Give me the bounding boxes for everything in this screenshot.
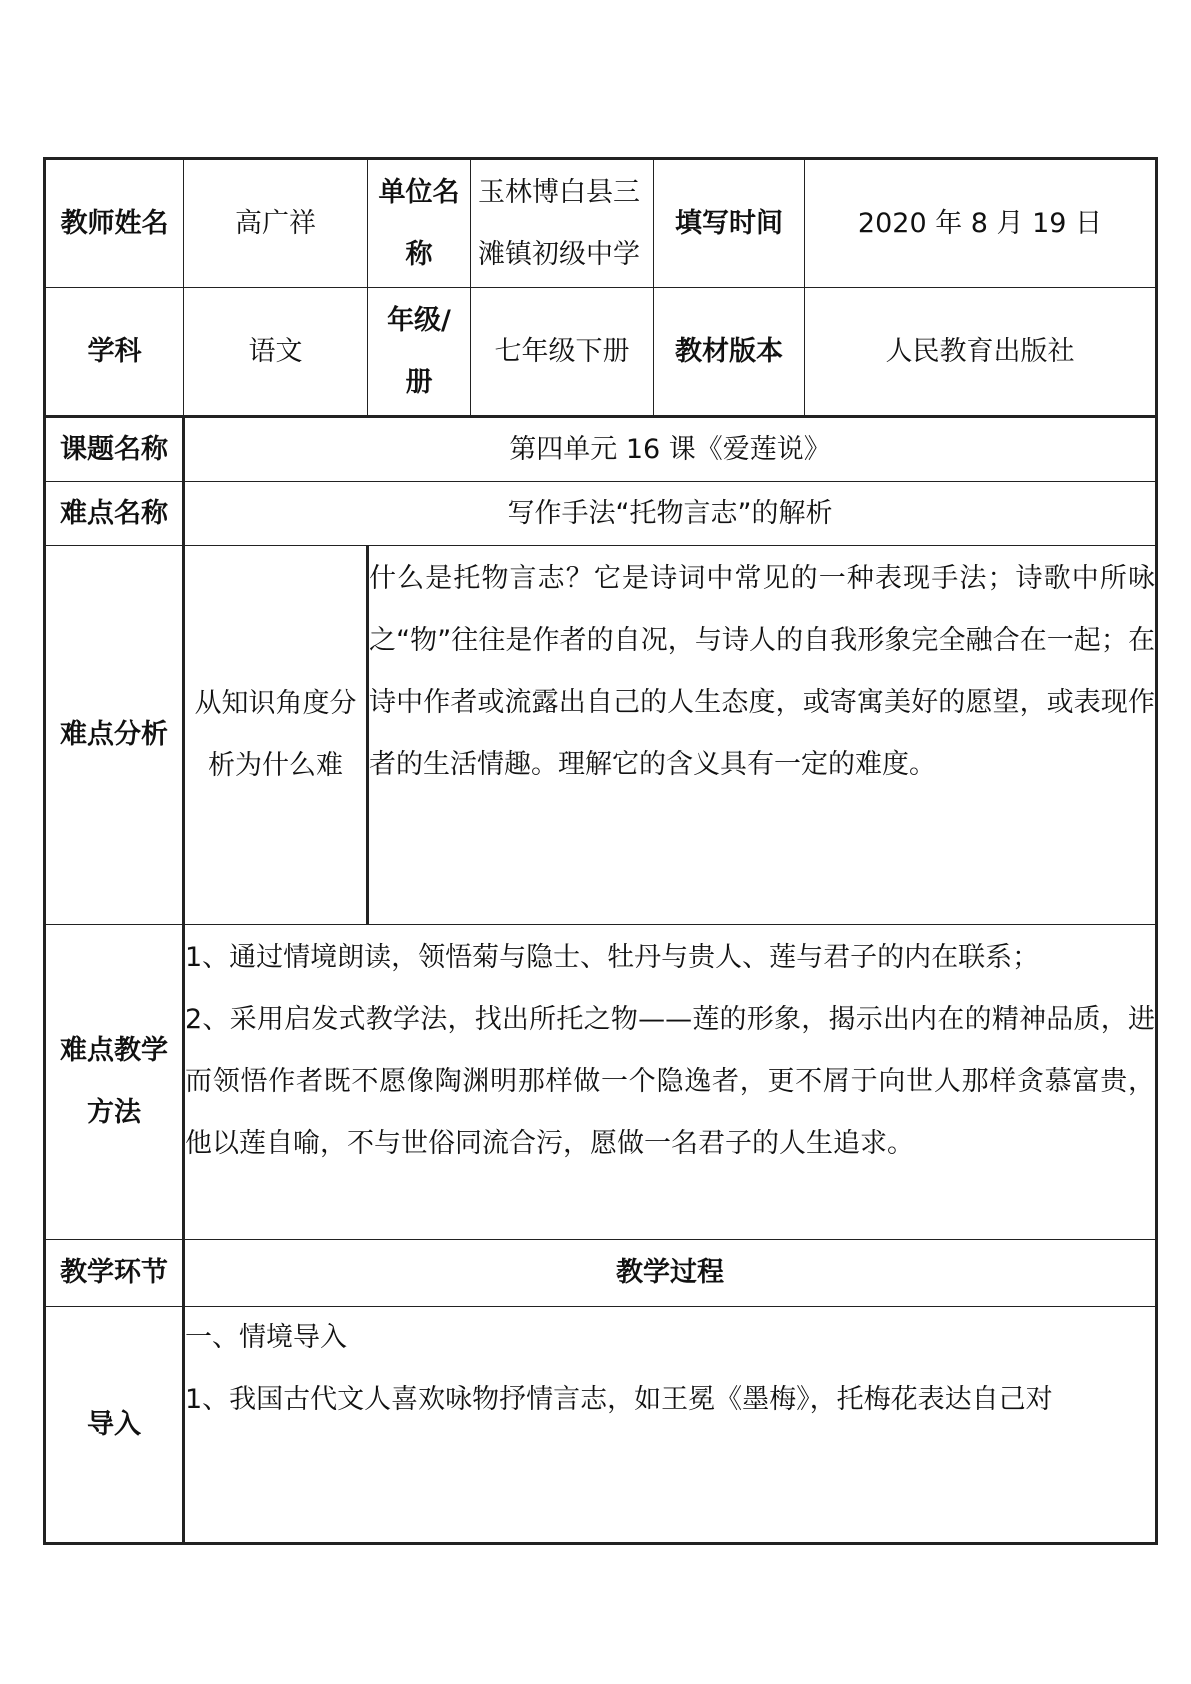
info-row-2 bbox=[45, 288, 1157, 417]
teacher-name-label: 教师姓名 bbox=[45, 159, 184, 288]
intro-row bbox=[45, 1307, 1157, 1544]
method-label: 难点教学方法 bbox=[60, 1035, 168, 1128]
method-body bbox=[184, 925, 1157, 1240]
grade-value: 七年级下册 bbox=[471, 288, 654, 417]
stage-header: 教学环节 bbox=[45, 1240, 184, 1307]
teacher-name-value: 高广祥 bbox=[184, 159, 368, 288]
difficulty-label: 难点名称 bbox=[45, 482, 184, 546]
method-label-cell bbox=[45, 925, 184, 1240]
analysis-sub-label-cell bbox=[184, 546, 368, 925]
method-row bbox=[45, 925, 1157, 1240]
intro-label: 导入 bbox=[45, 1307, 184, 1544]
unit-name-label-cell bbox=[368, 159, 471, 288]
topic-label: 课题名称 bbox=[45, 417, 184, 482]
intro-line-1: 1、我国古代文人喜欢咏物抒情言志，如王冕《墨梅》，托梅花表达自己对 bbox=[185, 1384, 1053, 1415]
fill-time-value: 2020 年 8 月 19 日 bbox=[805, 159, 1157, 288]
process-header: 教学过程 bbox=[184, 1240, 1157, 1307]
method-item-2: 2、采用启发式教学法，找出所托之物——莲的形象，揭示出内在的精神品质，进而领悟作者既不愿像陶渊明那样做一个隐逸者，更不屑于向世人那样贪慕富贵，他以莲自喻，不与世俗同流合污，愿做一名君子的人生追求。 bbox=[185, 1004, 1155, 1159]
edition-label: 教材版本 bbox=[654, 288, 805, 417]
edition-value: 人民教育出版社 bbox=[805, 288, 1157, 417]
unit-name-value: 玉林博白县三滩镇初级中学 bbox=[478, 176, 640, 270]
analysis-sub-label: 从知识角度分析为什么难 bbox=[194, 688, 357, 781]
unit-name-label: 单位名称 bbox=[378, 176, 460, 270]
analysis-text: 什么是托物言志？它是诗词中常见的一种表现手法；诗歌中所咏之“物”往往是作者的自况，与诗人的自我形象完全融合在一起；在诗中作者或流露出自己的人生态度，或寄寓美好的愿望，或表现作者的生活情趣。理解它的含义具有一定的难度。 bbox=[368, 546, 1157, 925]
method-item-1: 1、通过情境朗读，领悟菊与隐士、牡丹与贵人、莲与君子的内在联系； bbox=[185, 942, 1040, 973]
analysis-label: 难点分析 bbox=[45, 546, 184, 925]
lesson-plan-table bbox=[43, 157, 1158, 1545]
difficulty-value: 写作手法“托物言志”的解析 bbox=[184, 482, 1157, 546]
info-row-1 bbox=[45, 159, 1157, 288]
grade-label: 年级/册 bbox=[387, 304, 451, 398]
fill-time-label: 填写时间 bbox=[654, 159, 805, 288]
intro-section-title: 一、情境导入 bbox=[185, 1322, 347, 1353]
unit-name-value-cell bbox=[471, 159, 654, 288]
analysis-row bbox=[45, 546, 1157, 925]
difficulty-row bbox=[45, 482, 1157, 546]
topic-value: 第四单元 16 课《爱莲说》 bbox=[184, 417, 1157, 482]
process-header-row bbox=[45, 1240, 1157, 1307]
subject-label: 学科 bbox=[45, 288, 184, 417]
subject-value: 语文 bbox=[184, 288, 368, 417]
intro-body bbox=[184, 1307, 1157, 1544]
topic-row bbox=[45, 417, 1157, 482]
grade-label-cell bbox=[368, 288, 471, 417]
